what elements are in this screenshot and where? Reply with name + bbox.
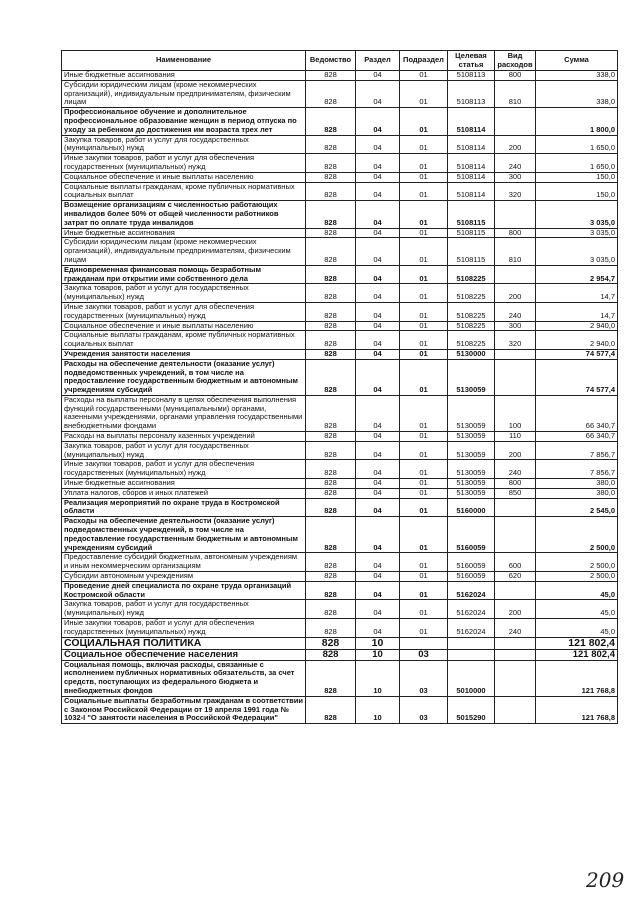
row-name-cell: Субсидии автономным учреждениям [62, 572, 306, 582]
row-name-cell: Закупка товаров, работ и услуг для государственных (муниципальных) нужд [62, 135, 306, 154]
row-department-cell: 828 [306, 135, 356, 154]
row-subsection-cell: 01 [400, 349, 448, 359]
row-section-cell: 04 [356, 619, 400, 638]
row-subsection-cell: 01 [400, 441, 448, 460]
row-name-cell: Социальное обеспечение и иные выплаты населению [62, 321, 306, 331]
row-expense-type-cell: 300 [495, 321, 536, 331]
row-subsection-cell: 01 [400, 302, 448, 321]
row-target-article-cell: 5108225 [448, 321, 495, 331]
row-name-cell: Закупка товаров, работ и услуг для государственных (муниципальных) нужд [62, 441, 306, 460]
header-subsection: Подраздел [400, 51, 448, 71]
row-section-cell: 04 [356, 349, 400, 359]
row-target-article-cell: 5130059 [448, 441, 495, 460]
row-expense-type-cell: 800 [495, 71, 536, 81]
table-row [62, 331, 618, 350]
row-subsection-cell: 01 [400, 581, 448, 600]
row-expense-type-cell [495, 517, 536, 553]
row-department-cell: 828 [306, 488, 356, 498]
row-amount-cell: 3 035,0 [536, 201, 618, 228]
row-subsection-cell: 01 [400, 172, 448, 182]
row-name-cell: Профессиональное обучение и дополнительное профессиональное образование женщин в период отпуска по уходу за ребенком до достижения им возраста трех лет [62, 108, 306, 135]
row-section-cell: 04 [356, 108, 400, 135]
row-department-cell: 828 [306, 572, 356, 582]
row-name-cell: Иные бюджетные ассигнования [62, 479, 306, 489]
table-row [62, 517, 618, 553]
row-expense-type-cell: 850 [495, 488, 536, 498]
row-section-cell: 04 [356, 284, 400, 303]
row-target-article-cell: 5010000 [448, 660, 495, 696]
row-name-cell: Социальные выплаты безработным гражданам в соответствии с Законом Российской Федерации от 19 апреля 1991 года № 1032-I "О занятости населения в Российской Федерации" [62, 696, 306, 723]
row-target-article-cell [448, 637, 495, 649]
table-row [62, 460, 618, 479]
table-row [62, 154, 618, 173]
row-section-cell: 10 [356, 660, 400, 696]
row-expense-type-cell [495, 265, 536, 284]
header-amount: Сумма [536, 51, 618, 71]
row-amount-cell: 45,0 [536, 619, 618, 638]
row-subsection-cell: 01 [400, 284, 448, 303]
table-row [62, 395, 618, 431]
row-section-cell: 04 [356, 517, 400, 553]
row-department-cell: 828 [306, 265, 356, 284]
row-amount-cell: 14,7 [536, 284, 618, 303]
row-amount-cell: 2 545,0 [536, 498, 618, 517]
row-section-cell: 04 [356, 488, 400, 498]
row-section-cell: 04 [356, 80, 400, 107]
row-name-cell: Иные закупки товаров, работ и услуг для обеспечения государственных (муниципальных) нужд [62, 154, 306, 173]
table-row [62, 553, 618, 572]
row-expense-type-cell: 200 [495, 284, 536, 303]
row-target-article-cell: 5108115 [448, 238, 495, 265]
row-section-cell: 04 [356, 359, 400, 395]
row-amount-cell: 2 940,0 [536, 321, 618, 331]
row-name-cell: Расходы на обеспечение деятельности (оказание услуг) подведомственных учреждений, в том числе на предоставление государственным бюджетным и автономным учреждениям субсидий [62, 359, 306, 395]
table-row [62, 637, 618, 649]
row-expense-type-cell: 320 [495, 331, 536, 350]
page-number: 209 [586, 868, 625, 892]
row-amount-cell: 1 650,0 [536, 154, 618, 173]
row-amount-cell: 121 802,4 [536, 649, 618, 660]
row-amount-cell: 7 856,7 [536, 441, 618, 460]
row-section-cell: 10 [356, 637, 400, 649]
table-row [62, 182, 618, 201]
row-subsection-cell: 01 [400, 553, 448, 572]
row-amount-cell: 14,7 [536, 302, 618, 321]
row-subsection-cell: 01 [400, 488, 448, 498]
header-section: Раздел [356, 51, 400, 71]
row-subsection-cell: 03 [400, 649, 448, 660]
row-expense-type-cell: 800 [495, 479, 536, 489]
row-expense-type-cell: 810 [495, 238, 536, 265]
row-target-article-cell: 5162024 [448, 600, 495, 619]
row-department-cell: 828 [306, 154, 356, 173]
row-section-cell: 10 [356, 649, 400, 660]
row-subsection-cell: 01 [400, 228, 448, 238]
row-department-cell: 828 [306, 284, 356, 303]
row-section-cell: 04 [356, 201, 400, 228]
row-target-article-cell: 5108114 [448, 135, 495, 154]
row-expense-type-cell: 100 [495, 395, 536, 431]
row-expense-type-cell: 240 [495, 154, 536, 173]
row-target-article-cell: 5108225 [448, 265, 495, 284]
table-row [62, 108, 618, 135]
row-amount-cell: 2 500,0 [536, 572, 618, 582]
row-name-cell: Иные закупки товаров, работ и услуг для обеспечения государственных (муниципальных) нужд [62, 302, 306, 321]
row-expense-type-cell: 240 [495, 302, 536, 321]
row-amount-cell: 3 035,0 [536, 238, 618, 265]
row-amount-cell: 150,0 [536, 182, 618, 201]
table-row [62, 479, 618, 489]
row-department-cell: 828 [306, 172, 356, 182]
row-expense-type-cell: 810 [495, 80, 536, 107]
row-expense-type-cell: 320 [495, 182, 536, 201]
row-department-cell: 828 [306, 238, 356, 265]
row-expense-type-cell [495, 660, 536, 696]
row-amount-cell: 45,0 [536, 581, 618, 600]
row-expense-type-cell: 620 [495, 572, 536, 582]
row-section-cell: 04 [356, 154, 400, 173]
row-name-cell: Закупка товаров, работ и услуг для государственных (муниципальных) нужд [62, 284, 306, 303]
row-target-article-cell: 5162024 [448, 619, 495, 638]
row-department-cell: 828 [306, 517, 356, 553]
row-name-cell: Иные бюджетные ассигнования [62, 228, 306, 238]
row-name-cell: Расходы на обеспечение деятельности (оказание услуг) подведомственных учреждений, в том числе на предоставление государственным бюджетным и автономным учреждениям субсидий [62, 517, 306, 553]
table-row [62, 581, 618, 600]
row-subsection-cell: 01 [400, 201, 448, 228]
row-target-article-cell: 5108225 [448, 302, 495, 321]
row-name-cell: Учреждения занятости населения [62, 349, 306, 359]
row-amount-cell: 121 768,8 [536, 660, 618, 696]
row-amount-cell: 121 768,8 [536, 696, 618, 723]
row-subsection-cell: 01 [400, 432, 448, 442]
row-name-cell: Предоставление субсидий бюджетным, автономным учреждениям и иным некоммерческим организациям [62, 553, 306, 572]
table-row [62, 80, 618, 107]
row-subsection-cell: 01 [400, 321, 448, 331]
row-department-cell: 828 [306, 331, 356, 350]
row-target-article-cell: 5108114 [448, 154, 495, 173]
row-department-cell: 828 [306, 600, 356, 619]
row-subsection-cell: 01 [400, 331, 448, 350]
row-section-cell: 04 [356, 395, 400, 431]
row-department-cell: 828 [306, 302, 356, 321]
row-amount-cell: 380,0 [536, 488, 618, 498]
row-amount-cell: 150,0 [536, 172, 618, 182]
row-name-cell: Субсидии юридическим лицам (кроме некоммерческих организаций), индивидуальным предпринимателям, физическим лицам [62, 80, 306, 107]
row-name-cell: Иные закупки товаров, работ и услуг для обеспечения государственных (муниципальных) нужд [62, 619, 306, 638]
table-body [62, 71, 618, 724]
row-section-cell: 04 [356, 302, 400, 321]
row-section-cell: 04 [356, 572, 400, 582]
header-expense-type: Вид расходов [495, 51, 536, 71]
table-row [62, 649, 618, 660]
header-name: Наименование [62, 51, 306, 71]
row-department-cell: 828 [306, 182, 356, 201]
row-department-cell: 828 [306, 637, 356, 649]
row-department-cell: 828 [306, 359, 356, 395]
row-target-article-cell: 5108225 [448, 331, 495, 350]
table-row [62, 432, 618, 442]
row-name-cell: Иные бюджетные ассигнования [62, 71, 306, 81]
row-section-cell: 04 [356, 228, 400, 238]
table-row [62, 488, 618, 498]
row-section-cell: 04 [356, 135, 400, 154]
table-row [62, 572, 618, 582]
row-amount-cell: 2 954,7 [536, 265, 618, 284]
table-row [62, 302, 618, 321]
table-row [62, 619, 618, 638]
table-row [62, 201, 618, 228]
row-target-article-cell: 5130059 [448, 432, 495, 442]
header-target-article: Целевая статья [448, 51, 495, 71]
row-amount-cell: 2 500,0 [536, 553, 618, 572]
row-subsection-cell: 01 [400, 460, 448, 479]
row-subsection-cell: 01 [400, 498, 448, 517]
row-subsection-cell: 01 [400, 517, 448, 553]
row-subsection-cell: 01 [400, 108, 448, 135]
row-name-cell: Возмещение организациям с численностью работающих инвалидов более 50% от общей численности работников затрат по оплате труда инвалидов [62, 201, 306, 228]
row-amount-cell: 338,0 [536, 80, 618, 107]
row-department-cell: 828 [306, 71, 356, 81]
row-department-cell: 828 [306, 441, 356, 460]
table-row [62, 172, 618, 182]
row-expense-type-cell [495, 359, 536, 395]
table-row [62, 284, 618, 303]
row-subsection-cell: 01 [400, 154, 448, 173]
row-department-cell: 828 [306, 395, 356, 431]
row-expense-type-cell: 300 [495, 172, 536, 182]
table-row [62, 359, 618, 395]
row-name-cell: Расходы на выплаты персоналу в целях обеспечения выполнения функций государственными (муниципальными) органами, казенными учреждениями, органами управления государственными внебюджетными фондами [62, 395, 306, 431]
row-expense-type-cell [495, 637, 536, 649]
row-target-article-cell: 5160059 [448, 572, 495, 582]
row-section-cell: 04 [356, 331, 400, 350]
row-expense-type-cell [495, 498, 536, 517]
row-department-cell: 828 [306, 581, 356, 600]
row-amount-cell: 45,0 [536, 600, 618, 619]
row-amount-cell: 1 800,0 [536, 108, 618, 135]
row-department-cell: 828 [306, 80, 356, 107]
row-target-article-cell: 5130000 [448, 349, 495, 359]
row-subsection-cell: 01 [400, 600, 448, 619]
row-name-cell: Уплата налогов, сборов и иных платежей [62, 488, 306, 498]
row-subsection-cell: 01 [400, 359, 448, 395]
row-expense-type-cell [495, 201, 536, 228]
row-target-article-cell: 5108114 [448, 172, 495, 182]
row-target-article-cell: 5162024 [448, 581, 495, 600]
table-row [62, 71, 618, 81]
row-expense-type-cell: 200 [495, 441, 536, 460]
table-row [62, 600, 618, 619]
row-amount-cell: 2 500,0 [536, 517, 618, 553]
row-target-article-cell [448, 649, 495, 660]
row-expense-type-cell: 110 [495, 432, 536, 442]
row-department-cell: 828 [306, 479, 356, 489]
row-amount-cell: 66 340,7 [536, 432, 618, 442]
row-amount-cell: 121 802,4 [536, 637, 618, 649]
row-expense-type-cell: 200 [495, 600, 536, 619]
header-department: Ведомство [306, 51, 356, 71]
row-target-article-cell: 5130059 [448, 460, 495, 479]
row-subsection-cell: 01 [400, 395, 448, 431]
row-target-article-cell: 5015290 [448, 696, 495, 723]
row-target-article-cell: 5130059 [448, 359, 495, 395]
row-department-cell: 828 [306, 498, 356, 517]
row-name-cell: Социальное обеспечение населения [62, 649, 306, 660]
row-subsection-cell [400, 637, 448, 649]
row-target-article-cell: 5130059 [448, 488, 495, 498]
row-name-cell: Иные закупки товаров, работ и услуг для обеспечения государственных (муниципальных) нужд [62, 460, 306, 479]
row-amount-cell: 7 856,7 [536, 460, 618, 479]
row-department-cell: 828 [306, 321, 356, 331]
row-target-article-cell: 5108115 [448, 201, 495, 228]
row-name-cell: Социальные выплаты гражданам, кроме публичных нормативных социальных выплат [62, 331, 306, 350]
row-name-cell: Расходы на выплаты персоналу казенных учреждений [62, 432, 306, 442]
row-department-cell: 828 [306, 649, 356, 660]
row-name-cell: Субсидии юридическим лицам (кроме некоммерческих организаций), индивидуальным предпринимателям, физическим лицам [62, 238, 306, 265]
row-department-cell: 828 [306, 660, 356, 696]
row-department-cell: 828 [306, 460, 356, 479]
row-target-article-cell: 5108114 [448, 108, 495, 135]
row-name-cell: Единовременная финансовая помощь безработным гражданам при открытии ими собственного дела [62, 265, 306, 284]
row-section-cell: 04 [356, 265, 400, 284]
row-subsection-cell: 01 [400, 80, 448, 107]
row-target-article-cell: 5108113 [448, 80, 495, 107]
row-expense-type-cell: 240 [495, 619, 536, 638]
row-section-cell: 04 [356, 321, 400, 331]
table-row [62, 441, 618, 460]
row-target-article-cell: 5108225 [448, 284, 495, 303]
row-section-cell: 04 [356, 172, 400, 182]
row-amount-cell: 2 940,0 [536, 331, 618, 350]
row-section-cell: 04 [356, 553, 400, 572]
row-section-cell: 04 [356, 460, 400, 479]
row-section-cell: 10 [356, 696, 400, 723]
row-expense-type-cell: 800 [495, 228, 536, 238]
row-expense-type-cell [495, 696, 536, 723]
table-row [62, 265, 618, 284]
row-name-cell: Социальная помощь, включая расходы, связанные с исполнением публичных нормативных обязательств, за счет средств, поступающих из федерального бюджета и внебюджетных фондов [62, 660, 306, 696]
row-expense-type-cell [495, 649, 536, 660]
row-section-cell: 04 [356, 600, 400, 619]
budget-table [61, 50, 618, 724]
row-section-cell: 04 [356, 441, 400, 460]
row-expense-type-cell: 200 [495, 135, 536, 154]
row-target-article-cell: 5160059 [448, 553, 495, 572]
row-name-cell: Реализация мероприятий по охране труда в Костромской области [62, 498, 306, 517]
row-subsection-cell: 01 [400, 619, 448, 638]
row-name-cell: Социальные выплаты гражданам, кроме публичных нормативных социальных выплат [62, 182, 306, 201]
row-amount-cell: 74 577,4 [536, 349, 618, 359]
row-section-cell: 04 [356, 182, 400, 201]
row-subsection-cell: 03 [400, 660, 448, 696]
row-section-cell: 04 [356, 498, 400, 517]
table-row [62, 696, 618, 723]
row-name-cell: СОЦИАЛЬНАЯ ПОЛИТИКА [62, 637, 306, 649]
row-subsection-cell: 01 [400, 71, 448, 81]
row-department-cell: 828 [306, 108, 356, 135]
row-amount-cell: 66 340,7 [536, 395, 618, 431]
row-target-article-cell: 5108114 [448, 182, 495, 201]
row-expense-type-cell [495, 581, 536, 600]
row-subsection-cell: 01 [400, 265, 448, 284]
table-row [62, 135, 618, 154]
row-subsection-cell: 01 [400, 238, 448, 265]
row-subsection-cell: 01 [400, 572, 448, 582]
row-expense-type-cell: 600 [495, 553, 536, 572]
table-row [62, 349, 618, 359]
row-target-article-cell: 5130059 [448, 479, 495, 489]
row-amount-cell: 1 650,0 [536, 135, 618, 154]
row-target-article-cell: 5108115 [448, 228, 495, 238]
table-row [62, 238, 618, 265]
row-name-cell: Проведение дней специалиста по охране труда организаций Костромской области [62, 581, 306, 600]
row-department-cell: 828 [306, 432, 356, 442]
row-target-article-cell: 5160059 [448, 517, 495, 553]
row-department-cell: 828 [306, 553, 356, 572]
row-expense-type-cell [495, 108, 536, 135]
row-subsection-cell: 01 [400, 182, 448, 201]
row-department-cell: 828 [306, 349, 356, 359]
row-department-cell: 828 [306, 201, 356, 228]
table-header-row [62, 51, 618, 71]
row-section-cell: 04 [356, 238, 400, 265]
row-amount-cell: 338,0 [536, 71, 618, 81]
row-amount-cell: 74 577,4 [536, 359, 618, 395]
row-amount-cell: 380,0 [536, 479, 618, 489]
row-department-cell: 828 [306, 696, 356, 723]
row-subsection-cell: 03 [400, 696, 448, 723]
row-target-article-cell: 5108113 [448, 71, 495, 81]
table-row [62, 660, 618, 696]
row-department-cell: 828 [306, 619, 356, 638]
row-target-article-cell: 5160000 [448, 498, 495, 517]
row-subsection-cell: 01 [400, 135, 448, 154]
row-subsection-cell: 01 [400, 479, 448, 489]
row-section-cell: 04 [356, 432, 400, 442]
row-section-cell: 04 [356, 71, 400, 81]
row-expense-type-cell [495, 349, 536, 359]
row-department-cell: 828 [306, 228, 356, 238]
row-section-cell: 04 [356, 581, 400, 600]
row-section-cell: 04 [356, 479, 400, 489]
row-target-article-cell: 5130059 [448, 395, 495, 431]
table-row [62, 498, 618, 517]
row-expense-type-cell: 240 [495, 460, 536, 479]
row-name-cell: Социальное обеспечение и иные выплаты населению [62, 172, 306, 182]
row-name-cell: Закупка товаров, работ и услуг для государственных (муниципальных) нужд [62, 600, 306, 619]
row-amount-cell: 3 035,0 [536, 228, 618, 238]
